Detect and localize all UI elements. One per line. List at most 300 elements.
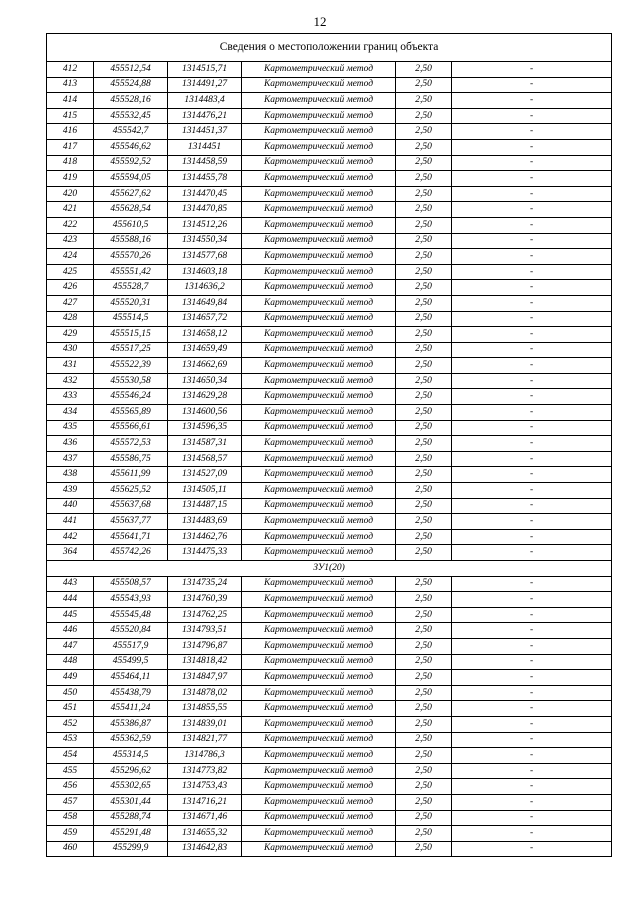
description: -: [452, 155, 612, 171]
coord-y: 1314515,71: [168, 62, 242, 78]
point-number: 451: [47, 701, 94, 717]
method: Картометрический метод: [242, 779, 396, 795]
section-label: ЗУ1(20): [47, 561, 612, 577]
coord-y: 1314451: [168, 139, 242, 155]
coord-y: 1314716,21: [168, 794, 242, 810]
table-row: [47, 139, 612, 155]
accuracy: 2,50: [396, 108, 452, 124]
coord-y: 1314855,55: [168, 701, 242, 717]
table-row: [47, 638, 612, 654]
method: Картометрический метод: [242, 716, 396, 732]
description: -: [452, 638, 612, 654]
coord-y: 1314671,46: [168, 810, 242, 826]
coord-y: 1314796,87: [168, 638, 242, 654]
table-row: [47, 763, 612, 779]
accuracy: 2,50: [396, 732, 452, 748]
page-number: 12: [313, 14, 327, 29]
accuracy: 2,50: [396, 607, 452, 623]
coord-y: 1314475,33: [168, 545, 242, 561]
point-number: 427: [47, 295, 94, 311]
coord-y: 1314773,82: [168, 763, 242, 779]
point-number: 441: [47, 514, 94, 530]
method: Картометрический метод: [242, 514, 396, 530]
method: Картометрический метод: [242, 685, 396, 701]
coord-x: 455637,68: [94, 498, 168, 514]
description: -: [452, 264, 612, 280]
description: -: [452, 420, 612, 436]
accuracy: 2,50: [396, 217, 452, 233]
accuracy: 2,50: [396, 124, 452, 140]
table-row: [47, 654, 612, 670]
accuracy: 2,50: [396, 810, 452, 826]
description: -: [452, 358, 612, 374]
coord-x: 455588,16: [94, 233, 168, 249]
point-number: 455: [47, 763, 94, 779]
description: -: [452, 217, 612, 233]
coord-x: 455594,05: [94, 171, 168, 187]
table-row: [47, 93, 612, 109]
description: -: [452, 233, 612, 249]
coord-x: 455625,52: [94, 483, 168, 499]
point-number: 415: [47, 108, 94, 124]
boundary-coordinates-table: [46, 33, 612, 857]
table-row: [47, 841, 612, 857]
coord-x: 455362,59: [94, 732, 168, 748]
description: -: [452, 171, 612, 187]
coord-y: 1314483,4: [168, 93, 242, 109]
description: -: [452, 623, 612, 639]
coord-x: 455542,7: [94, 124, 168, 140]
coord-y: 1314458,59: [168, 155, 242, 171]
point-number: 422: [47, 217, 94, 233]
description: -: [452, 373, 612, 389]
description: -: [452, 108, 612, 124]
coord-y: 1314512,26: [168, 217, 242, 233]
table-row: [47, 295, 612, 311]
accuracy: 2,50: [396, 186, 452, 202]
point-number: 440: [47, 498, 94, 514]
table-row: [47, 779, 612, 795]
description: -: [452, 249, 612, 265]
coord-x: 455565,89: [94, 405, 168, 421]
description: -: [452, 498, 612, 514]
point-number: 430: [47, 342, 94, 358]
description: -: [452, 295, 612, 311]
accuracy: 2,50: [396, 405, 452, 421]
coord-x: 455532,45: [94, 108, 168, 124]
point-number: 458: [47, 810, 94, 826]
coord-x: 455288,74: [94, 810, 168, 826]
description: -: [452, 77, 612, 93]
method: Картометрический метод: [242, 794, 396, 810]
coord-x: 455520,31: [94, 295, 168, 311]
point-number: 445: [47, 607, 94, 623]
point-number: 428: [47, 311, 94, 327]
coord-x: 455508,57: [94, 576, 168, 592]
method: Картометрический метод: [242, 841, 396, 857]
coord-y: 1314762,25: [168, 607, 242, 623]
table-row: [47, 451, 612, 467]
table-row: [47, 280, 612, 296]
coord-x: 455566,61: [94, 420, 168, 436]
point-number: 425: [47, 264, 94, 280]
table-row: [47, 77, 612, 93]
accuracy: 2,50: [396, 280, 452, 296]
coord-y: 1314658,12: [168, 327, 242, 343]
table-row: [47, 514, 612, 530]
method: Картометрический метод: [242, 436, 396, 452]
table-row: [47, 62, 612, 78]
coord-x: 455291,48: [94, 826, 168, 842]
coord-x: 455592,52: [94, 155, 168, 171]
accuracy: 2,50: [396, 576, 452, 592]
method: Картометрический метод: [242, 373, 396, 389]
point-number: 417: [47, 139, 94, 155]
method: Картометрический метод: [242, 670, 396, 686]
accuracy: 2,50: [396, 685, 452, 701]
coord-y: 1314451,37: [168, 124, 242, 140]
table-row: [47, 498, 612, 514]
method: Картометрический метод: [242, 701, 396, 717]
description: -: [452, 342, 612, 358]
description: -: [452, 685, 612, 701]
point-number: 460: [47, 841, 94, 857]
point-number: 424: [47, 249, 94, 265]
table-title: Сведения о местоположении границ объекта: [47, 34, 612, 62]
table-row: [47, 389, 612, 405]
description: -: [452, 451, 612, 467]
coord-y: 1314847,97: [168, 670, 242, 686]
accuracy: 2,50: [396, 171, 452, 187]
table-row: [47, 217, 612, 233]
table-row: [47, 592, 612, 608]
coord-x: 455524,88: [94, 77, 168, 93]
coord-y: 1314527,09: [168, 467, 242, 483]
coord-y: 1314659,49: [168, 342, 242, 358]
accuracy: 2,50: [396, 311, 452, 327]
coord-y: 1314655,32: [168, 826, 242, 842]
coord-y: 1314649,84: [168, 295, 242, 311]
method: Картометрический метод: [242, 233, 396, 249]
coord-y: 1314483,69: [168, 514, 242, 530]
table-row: [47, 529, 612, 545]
coord-x: 455520,84: [94, 623, 168, 639]
accuracy: 2,50: [396, 467, 452, 483]
coord-y: 1314577,68: [168, 249, 242, 265]
table-row: [47, 186, 612, 202]
coord-x: 455628,54: [94, 202, 168, 218]
description: -: [452, 841, 612, 857]
accuracy: 2,50: [396, 748, 452, 764]
coord-y: 1314487,15: [168, 498, 242, 514]
table-row: [47, 670, 612, 686]
description: -: [452, 716, 612, 732]
coord-y: 1314587,31: [168, 436, 242, 452]
accuracy: 2,50: [396, 155, 452, 171]
coord-x: 455546,62: [94, 139, 168, 155]
coord-x: 455517,25: [94, 342, 168, 358]
table-row: [47, 264, 612, 280]
method: Картометрический метод: [242, 295, 396, 311]
method: Картометрический метод: [242, 810, 396, 826]
accuracy: 2,50: [396, 654, 452, 670]
table-row: [47, 701, 612, 717]
description: -: [452, 139, 612, 155]
coord-x: 455627,62: [94, 186, 168, 202]
table-row: [47, 155, 612, 171]
coord-x: 455299,9: [94, 841, 168, 857]
accuracy: 2,50: [396, 295, 452, 311]
point-number: 420: [47, 186, 94, 202]
accuracy: 2,50: [396, 623, 452, 639]
point-number: 412: [47, 62, 94, 78]
method: Картометрический метод: [242, 155, 396, 171]
method: Картометрический метод: [242, 358, 396, 374]
point-number: 435: [47, 420, 94, 436]
point-number: 433: [47, 389, 94, 405]
method: Картометрический метод: [242, 171, 396, 187]
coord-y: 1314760,39: [168, 592, 242, 608]
description: -: [452, 701, 612, 717]
accuracy: 2,50: [396, 779, 452, 795]
point-number: 438: [47, 467, 94, 483]
coord-x: 455572,53: [94, 436, 168, 452]
point-number: 450: [47, 685, 94, 701]
description: -: [452, 794, 612, 810]
method: Картометрический метод: [242, 483, 396, 499]
point-number: 421: [47, 202, 94, 218]
coord-x: 455586,75: [94, 451, 168, 467]
coord-x: 455637,77: [94, 514, 168, 530]
method: Картометрический метод: [242, 826, 396, 842]
description: -: [452, 327, 612, 343]
coord-x: 455314,5: [94, 748, 168, 764]
table-row: [47, 623, 612, 639]
method: Картометрический метод: [242, 202, 396, 218]
accuracy: 2,50: [396, 77, 452, 93]
coord-x: 455514,5: [94, 311, 168, 327]
section-row: [47, 561, 612, 577]
accuracy: 2,50: [396, 233, 452, 249]
accuracy: 2,50: [396, 498, 452, 514]
coord-y: 1314462,76: [168, 529, 242, 545]
coord-x: 455386,87: [94, 716, 168, 732]
coord-y: 1314636,2: [168, 280, 242, 296]
point-number: 457: [47, 794, 94, 810]
method: Картометрический метод: [242, 342, 396, 358]
coord-x: 455530,58: [94, 373, 168, 389]
accuracy: 2,50: [396, 202, 452, 218]
description: -: [452, 202, 612, 218]
point-number: 429: [47, 327, 94, 343]
accuracy: 2,50: [396, 514, 452, 530]
description: -: [452, 186, 612, 202]
table-row: [47, 716, 612, 732]
accuracy: 2,50: [396, 249, 452, 265]
coord-x: 455296,62: [94, 763, 168, 779]
table-row: [47, 327, 612, 343]
description: -: [452, 467, 612, 483]
table-row: [47, 607, 612, 623]
table-row: [47, 732, 612, 748]
table-row: [47, 311, 612, 327]
coord-y: 1314455,78: [168, 171, 242, 187]
coord-y: 1314735,24: [168, 576, 242, 592]
method: Картометрический метод: [242, 124, 396, 140]
point-number: 418: [47, 155, 94, 171]
method: Картометрический метод: [242, 77, 396, 93]
accuracy: 2,50: [396, 763, 452, 779]
method: Картометрический метод: [242, 732, 396, 748]
coord-y: 1314470,45: [168, 186, 242, 202]
coord-y: 1314600,56: [168, 405, 242, 421]
coord-x: 455611,99: [94, 467, 168, 483]
coord-y: 1314470,85: [168, 202, 242, 218]
method: Картометрический метод: [242, 748, 396, 764]
coord-x: 455499,5: [94, 654, 168, 670]
coord-y: 1314753,43: [168, 779, 242, 795]
description: -: [452, 529, 612, 545]
table-row: [47, 436, 612, 452]
coord-y: 1314786,3: [168, 748, 242, 764]
accuracy: 2,50: [396, 62, 452, 78]
description: -: [452, 280, 612, 296]
coord-y: 1314505,11: [168, 483, 242, 499]
method: Картометрический метод: [242, 576, 396, 592]
method: Картометрический метод: [242, 654, 396, 670]
coord-y: 1314550,34: [168, 233, 242, 249]
accuracy: 2,50: [396, 794, 452, 810]
method: Картометрический метод: [242, 545, 396, 561]
coord-y: 1314662,69: [168, 358, 242, 374]
description: -: [452, 545, 612, 561]
description: -: [452, 810, 612, 826]
coord-x: 455742,26: [94, 545, 168, 561]
coord-x: 455517,9: [94, 638, 168, 654]
method: Картометрический метод: [242, 62, 396, 78]
table-row: [47, 124, 612, 140]
accuracy: 2,50: [396, 483, 452, 499]
accuracy: 2,50: [396, 327, 452, 343]
accuracy: 2,50: [396, 716, 452, 732]
description: -: [452, 654, 612, 670]
coord-y: 1314839,01: [168, 716, 242, 732]
accuracy: 2,50: [396, 529, 452, 545]
method: Картометрический метод: [242, 763, 396, 779]
coord-x: 455515,15: [94, 327, 168, 343]
accuracy: 2,50: [396, 93, 452, 109]
table-row: [47, 467, 612, 483]
description: -: [452, 311, 612, 327]
table-row: [47, 171, 612, 187]
accuracy: 2,50: [396, 264, 452, 280]
accuracy: 2,50: [396, 841, 452, 857]
accuracy: 2,50: [396, 451, 452, 467]
coord-x: 455301,44: [94, 794, 168, 810]
coord-y: 1314642,83: [168, 841, 242, 857]
accuracy: 2,50: [396, 342, 452, 358]
description: -: [452, 405, 612, 421]
coord-x: 455302,65: [94, 779, 168, 795]
coord-y: 1314793,51: [168, 623, 242, 639]
coord-x: 455522,39: [94, 358, 168, 374]
table-row: [47, 202, 612, 218]
description: -: [452, 93, 612, 109]
accuracy: 2,50: [396, 373, 452, 389]
description: -: [452, 763, 612, 779]
method: Картометрический метод: [242, 280, 396, 296]
table-row: [47, 810, 612, 826]
method: Картометрический метод: [242, 607, 396, 623]
coord-y: 1314657,72: [168, 311, 242, 327]
coord-x: 455545,48: [94, 607, 168, 623]
coord-x: 455438,79: [94, 685, 168, 701]
point-number: 419: [47, 171, 94, 187]
coord-y: 1314603,18: [168, 264, 242, 280]
table-row: [47, 373, 612, 389]
point-number: 416: [47, 124, 94, 140]
point-number: 434: [47, 405, 94, 421]
method: Картометрический метод: [242, 264, 396, 280]
description: -: [452, 732, 612, 748]
method: Картометрический метод: [242, 389, 396, 405]
table-row: [47, 342, 612, 358]
description: -: [452, 389, 612, 405]
table-row: [47, 405, 612, 421]
accuracy: 2,50: [396, 826, 452, 842]
point-number: 426: [47, 280, 94, 296]
method: Картометрический метод: [242, 217, 396, 233]
coord-x: 455411,24: [94, 701, 168, 717]
coord-y: 1314629,28: [168, 389, 242, 405]
table-row: [47, 233, 612, 249]
coord-x: 455512,54: [94, 62, 168, 78]
method: Картометрический метод: [242, 623, 396, 639]
point-number: 454: [47, 748, 94, 764]
point-number: 456: [47, 779, 94, 795]
accuracy: 2,50: [396, 545, 452, 561]
description: -: [452, 748, 612, 764]
method: Картометрический метод: [242, 405, 396, 421]
method: Картометрический метод: [242, 529, 396, 545]
point-number: 459: [47, 826, 94, 842]
point-number: 453: [47, 732, 94, 748]
table-row: [47, 358, 612, 374]
accuracy: 2,50: [396, 592, 452, 608]
table-row: [47, 826, 612, 842]
table-title-row: [47, 34, 612, 62]
coord-x: 455570,26: [94, 249, 168, 265]
table-row: [47, 483, 612, 499]
table-row: [47, 545, 612, 561]
method: Картометрический метод: [242, 249, 396, 265]
coord-x: 455543,93: [94, 592, 168, 608]
method: Картометрический метод: [242, 311, 396, 327]
point-number: 413: [47, 77, 94, 93]
point-number: 447: [47, 638, 94, 654]
table-row: [47, 576, 612, 592]
coord-x: 455641,71: [94, 529, 168, 545]
method: Картометрический метод: [242, 420, 396, 436]
accuracy: 2,50: [396, 701, 452, 717]
coord-x: 455464,11: [94, 670, 168, 686]
point-number: 439: [47, 483, 94, 499]
coord-y: 1314568,57: [168, 451, 242, 467]
table-row: [47, 748, 612, 764]
method: Картометрический метод: [242, 467, 396, 483]
description: -: [452, 826, 612, 842]
point-number: 442: [47, 529, 94, 545]
